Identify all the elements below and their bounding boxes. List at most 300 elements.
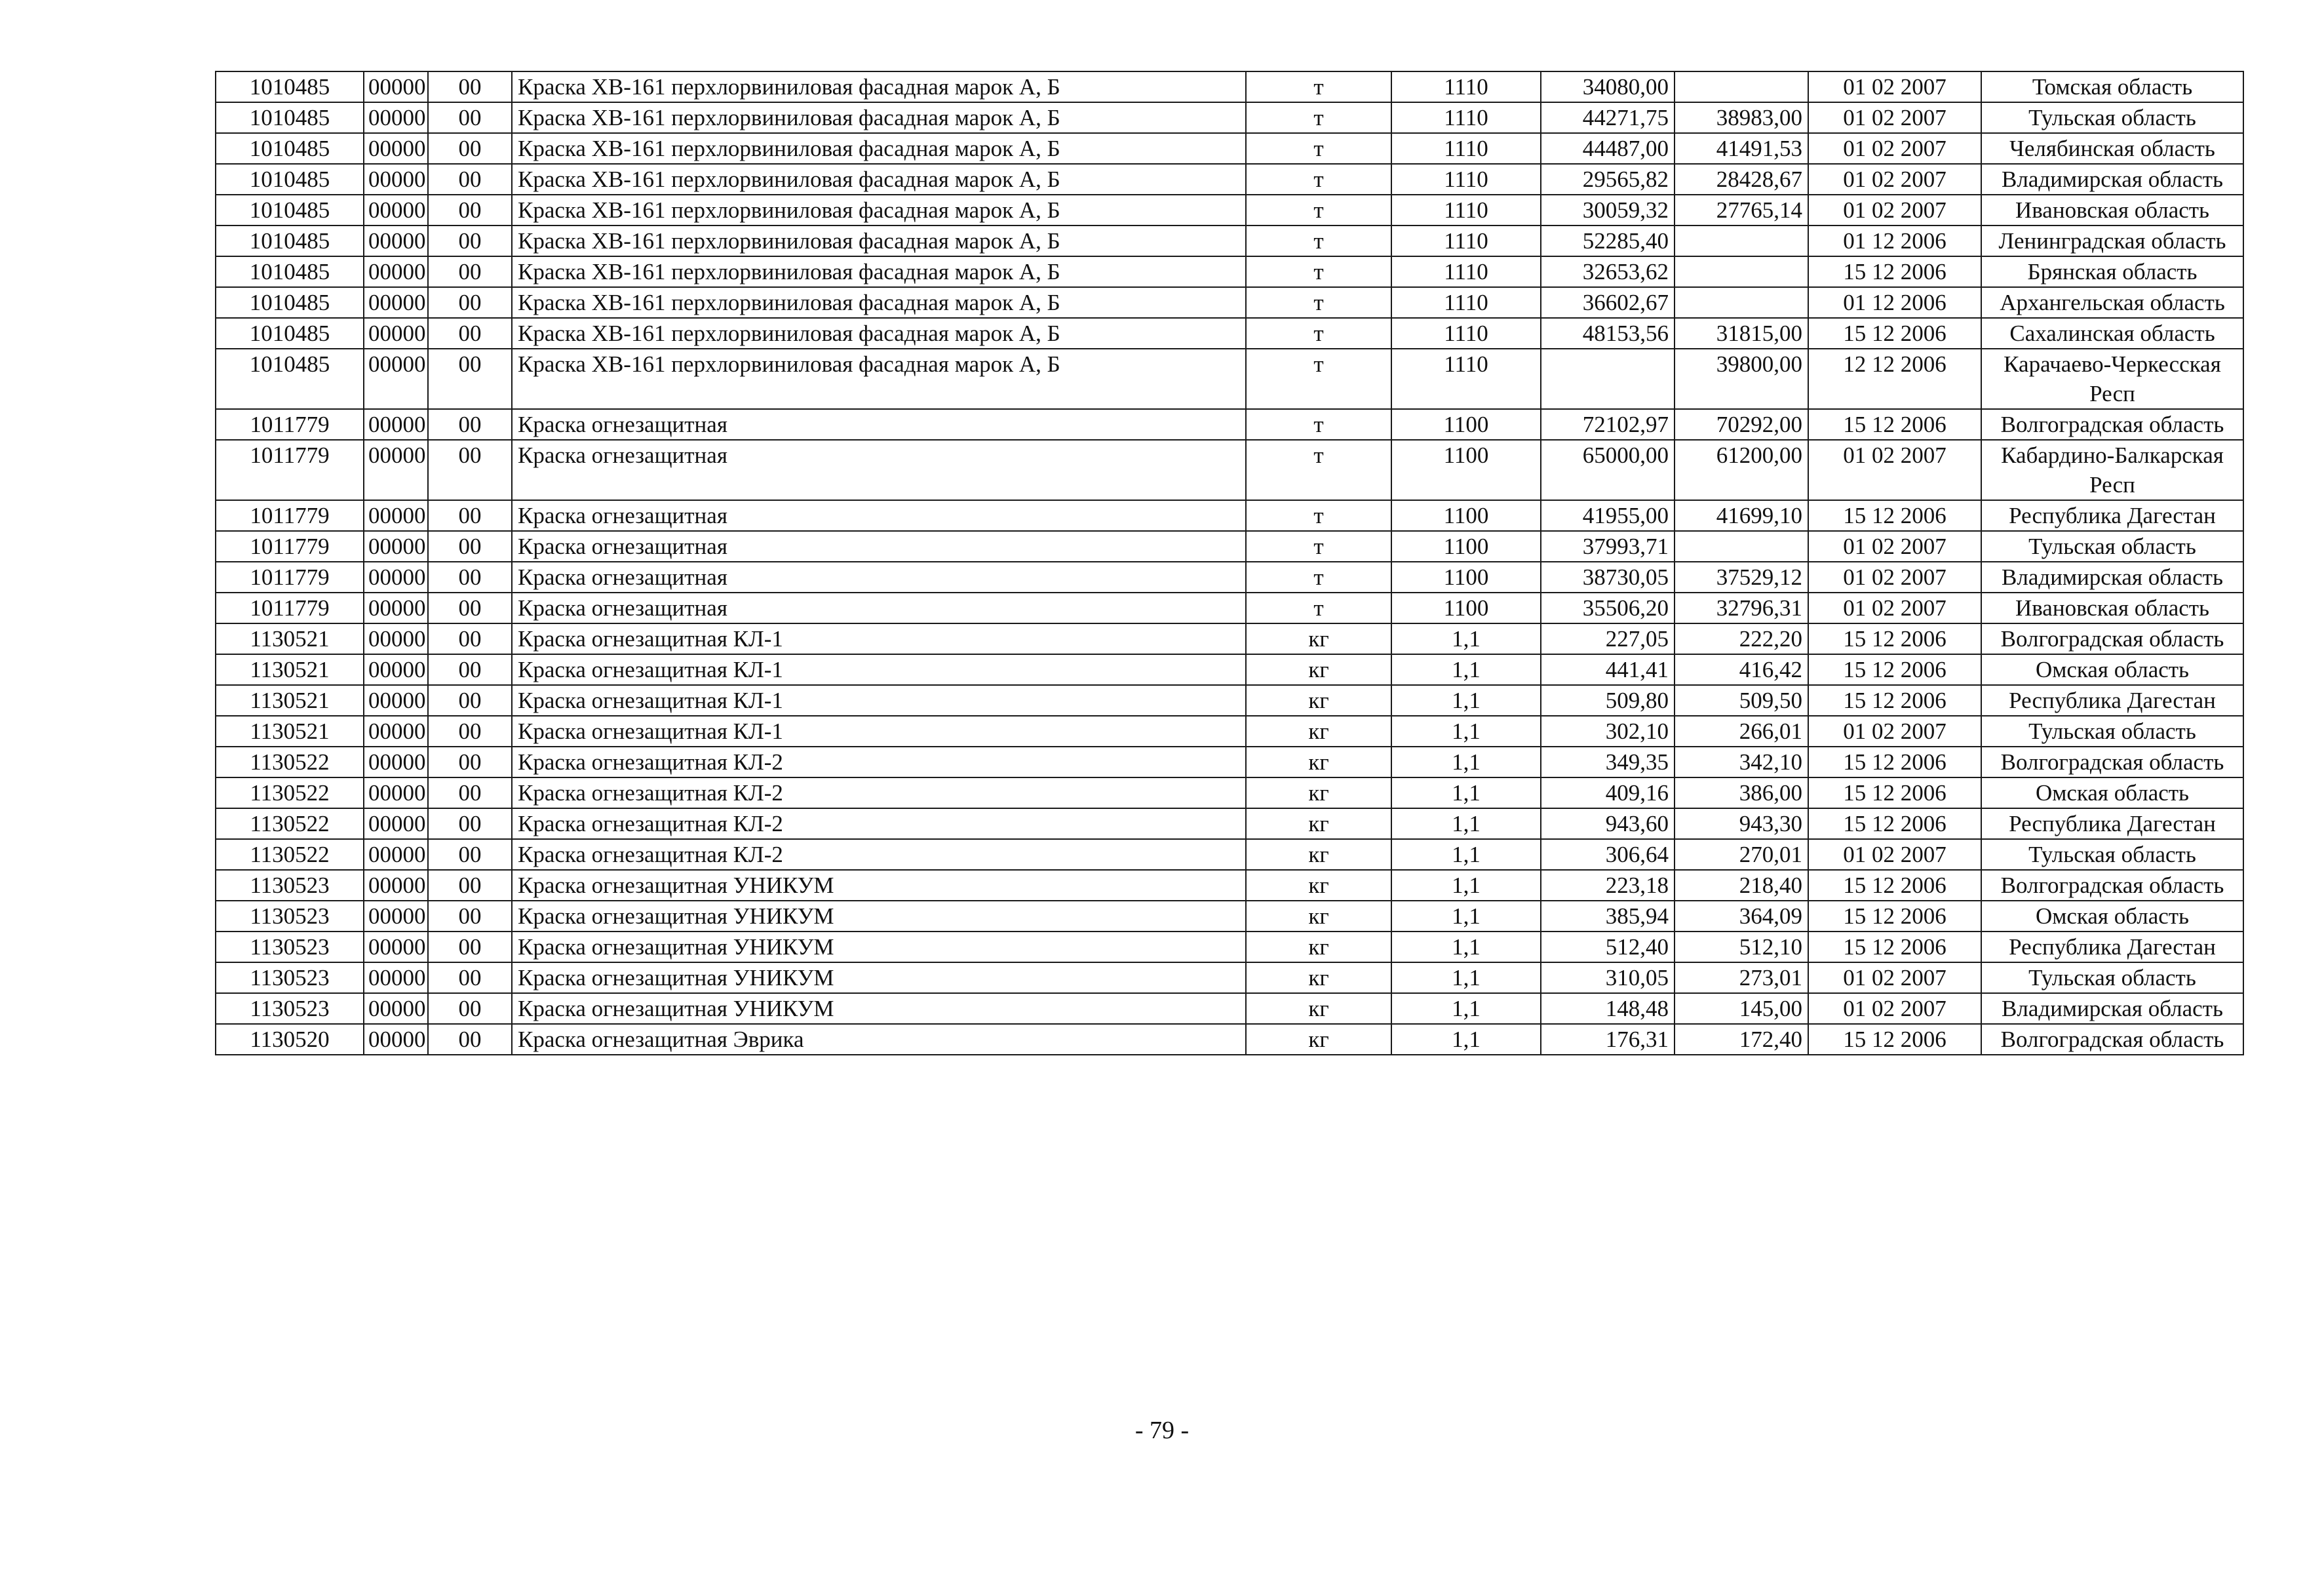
product-name-cell: Краска ХВ-161 перхлорвиниловая фасадная марок А, Б — [512, 102, 1246, 133]
variant-cell: 00 — [428, 500, 512, 531]
price-cell: 52285,40 — [1541, 226, 1675, 256]
product-code-cell: 1010485 — [216, 226, 364, 256]
date-cell: 01 02 2007 — [1808, 440, 1981, 500]
variant-cell: 00 — [428, 962, 512, 993]
unit-code-cell: 1,1 — [1391, 623, 1541, 654]
table-row — [216, 440, 2243, 500]
unit-code-cell: 1,1 — [1391, 777, 1541, 808]
product-name-cell: Краска огнезащитная КЛ-1 — [512, 716, 1246, 747]
product-name-cell: Краска огнезащитная КЛ-2 — [512, 747, 1246, 777]
region-cell: Брянская область — [1981, 256, 2243, 287]
product-code-cell: 1010485 — [216, 133, 364, 164]
unit-code-cell: 1,1 — [1391, 654, 1541, 685]
subcode-cell: 00000 — [364, 1024, 428, 1055]
unit-cell: кг — [1246, 932, 1391, 962]
product-code-cell: 1010485 — [216, 256, 364, 287]
table-row — [216, 623, 2243, 654]
price-cell: 441,41 — [1541, 654, 1675, 685]
date-cell: 12 12 2006 — [1808, 349, 1981, 409]
date-cell: 15 12 2006 — [1808, 654, 1981, 685]
product-name-cell: Краска огнезащитная КЛ-2 — [512, 839, 1246, 870]
unit-code-cell: 1110 — [1391, 349, 1541, 409]
unit-cell: т — [1246, 531, 1391, 562]
product-code-cell: 1130522 — [216, 839, 364, 870]
min-price-cell: 273,01 — [1675, 962, 1808, 993]
table-row — [216, 747, 2243, 777]
product-code-cell: 1011779 — [216, 440, 364, 500]
product-code-cell: 1130520 — [216, 1024, 364, 1055]
unit-cell: т — [1246, 500, 1391, 531]
region-cell: Владимирская область — [1981, 993, 2243, 1024]
min-price-cell — [1675, 287, 1808, 318]
unit-cell: т — [1246, 593, 1391, 623]
subcode-cell: 00000 — [364, 839, 428, 870]
price-cell: 36602,67 — [1541, 287, 1675, 318]
table-row — [216, 901, 2243, 932]
min-price-cell: 270,01 — [1675, 839, 1808, 870]
price-cell: 48153,56 — [1541, 318, 1675, 349]
product-code-cell: 1130523 — [216, 962, 364, 993]
price-cell: 41955,00 — [1541, 500, 1675, 531]
subcode-cell: 00000 — [364, 808, 428, 839]
product-code-cell: 1130521 — [216, 716, 364, 747]
region-cell: Омская область — [1981, 777, 2243, 808]
region-cell: Республика Дагестан — [1981, 685, 2243, 716]
min-price-cell — [1675, 531, 1808, 562]
table-row — [216, 531, 2243, 562]
date-cell: 15 12 2006 — [1808, 1024, 1981, 1055]
price-cell: 37993,71 — [1541, 531, 1675, 562]
region-cell: Карачаево-Черкесская Респ — [1981, 349, 2243, 409]
product-name-cell: Краска огнезащитная — [512, 531, 1246, 562]
date-cell: 15 12 2006 — [1808, 318, 1981, 349]
subcode-cell: 00000 — [364, 562, 428, 593]
variant-cell: 00 — [428, 226, 512, 256]
unit-cell: т — [1246, 349, 1391, 409]
subcode-cell: 00000 — [364, 102, 428, 133]
product-code-cell: 1010485 — [216, 102, 364, 133]
table-row — [216, 133, 2243, 164]
date-cell: 15 12 2006 — [1808, 808, 1981, 839]
variant-cell: 00 — [428, 593, 512, 623]
unit-cell: т — [1246, 133, 1391, 164]
price-cell: 29565,82 — [1541, 164, 1675, 195]
region-cell: Томская область — [1981, 71, 2243, 102]
table-row — [216, 500, 2243, 531]
product-code-cell: 1130523 — [216, 932, 364, 962]
date-cell: 15 12 2006 — [1808, 747, 1981, 777]
product-name-cell: Краска огнезащитная КЛ-1 — [512, 685, 1246, 716]
price-cell: 512,40 — [1541, 932, 1675, 962]
table-row — [216, 195, 2243, 226]
region-cell: Тульская область — [1981, 716, 2243, 747]
subcode-cell: 00000 — [364, 623, 428, 654]
unit-code-cell: 1100 — [1391, 440, 1541, 500]
unit-cell: кг — [1246, 901, 1391, 932]
min-price-cell: 61200,00 — [1675, 440, 1808, 500]
price-cell: 72102,97 — [1541, 409, 1675, 440]
region-cell: Челябинская область — [1981, 133, 2243, 164]
table-row — [216, 349, 2243, 409]
table-row — [216, 102, 2243, 133]
product-code-cell: 1011779 — [216, 500, 364, 531]
min-price-cell: 145,00 — [1675, 993, 1808, 1024]
price-cell: 310,05 — [1541, 962, 1675, 993]
variant-cell: 00 — [428, 195, 512, 226]
unit-code-cell: 1110 — [1391, 71, 1541, 102]
date-cell: 01 02 2007 — [1808, 562, 1981, 593]
variant-cell: 00 — [428, 993, 512, 1024]
min-price-cell: 28428,67 — [1675, 164, 1808, 195]
unit-cell: т — [1246, 226, 1391, 256]
region-cell: Тульская область — [1981, 102, 2243, 133]
min-price-cell: 364,09 — [1675, 901, 1808, 932]
unit-cell: т — [1246, 287, 1391, 318]
price-cell: 306,64 — [1541, 839, 1675, 870]
unit-code-cell: 1110 — [1391, 256, 1541, 287]
min-price-cell: 509,50 — [1675, 685, 1808, 716]
date-cell: 01 02 2007 — [1808, 531, 1981, 562]
region-cell: Архангельская область — [1981, 287, 2243, 318]
table-row — [216, 932, 2243, 962]
table-row — [216, 256, 2243, 287]
price-cell: 227,05 — [1541, 623, 1675, 654]
date-cell: 01 02 2007 — [1808, 195, 1981, 226]
subcode-cell: 00000 — [364, 133, 428, 164]
product-code-cell: 1010485 — [216, 287, 364, 318]
region-cell: Омская область — [1981, 901, 2243, 932]
unit-code-cell: 1100 — [1391, 531, 1541, 562]
unit-cell: кг — [1246, 654, 1391, 685]
min-price-cell — [1675, 256, 1808, 287]
variant-cell: 00 — [428, 932, 512, 962]
subcode-cell: 00000 — [364, 654, 428, 685]
subcode-cell: 00000 — [364, 164, 428, 195]
product-code-cell: 1010485 — [216, 71, 364, 102]
region-cell: Ивановская область — [1981, 593, 2243, 623]
variant-cell: 00 — [428, 164, 512, 195]
product-code-cell: 1010485 — [216, 318, 364, 349]
date-cell: 15 12 2006 — [1808, 901, 1981, 932]
date-cell: 01 02 2007 — [1808, 993, 1981, 1024]
table-row — [216, 226, 2243, 256]
variant-cell: 00 — [428, 685, 512, 716]
price-cell: 38730,05 — [1541, 562, 1675, 593]
subcode-cell: 00000 — [364, 409, 428, 440]
unit-code-cell: 1,1 — [1391, 932, 1541, 962]
min-price-cell: 27765,14 — [1675, 195, 1808, 226]
unit-code-cell: 1,1 — [1391, 870, 1541, 901]
unit-cell: т — [1246, 256, 1391, 287]
unit-cell: т — [1246, 562, 1391, 593]
date-cell: 01 02 2007 — [1808, 716, 1981, 747]
price-cell: 409,16 — [1541, 777, 1675, 808]
date-cell: 15 12 2006 — [1808, 685, 1981, 716]
unit-cell: т — [1246, 195, 1391, 226]
unit-cell: кг — [1246, 808, 1391, 839]
subcode-cell: 00000 — [364, 440, 428, 500]
min-price-cell: 38983,00 — [1675, 102, 1808, 133]
table-row — [216, 962, 2243, 993]
unit-cell: кг — [1246, 623, 1391, 654]
subcode-cell: 00000 — [364, 287, 428, 318]
date-cell: 01 02 2007 — [1808, 102, 1981, 133]
variant-cell: 00 — [428, 562, 512, 593]
date-cell: 15 12 2006 — [1808, 256, 1981, 287]
unit-code-cell: 1110 — [1391, 226, 1541, 256]
unit-code-cell: 1100 — [1391, 500, 1541, 531]
unit-code-cell: 1,1 — [1391, 808, 1541, 839]
subcode-cell: 00000 — [364, 685, 428, 716]
min-price-cell: 218,40 — [1675, 870, 1808, 901]
unit-code-cell: 1,1 — [1391, 901, 1541, 932]
min-price-cell: 37529,12 — [1675, 562, 1808, 593]
product-code-cell: 1130521 — [216, 654, 364, 685]
price-cell: 349,35 — [1541, 747, 1675, 777]
subcode-cell: 00000 — [364, 932, 428, 962]
unit-cell: кг — [1246, 777, 1391, 808]
price-table — [215, 71, 2244, 1055]
table-row — [216, 839, 2243, 870]
variant-cell: 00 — [428, 747, 512, 777]
product-code-cell: 1010485 — [216, 349, 364, 409]
page-number: - 79 - — [1134, 1417, 1190, 1444]
region-cell: Тульская область — [1981, 962, 2243, 993]
product-code-cell: 1011779 — [216, 562, 364, 593]
variant-cell: 00 — [428, 901, 512, 932]
product-code-cell: 1130523 — [216, 993, 364, 1024]
product-name-cell: Краска огнезащитная УНИКУМ — [512, 993, 1246, 1024]
date-cell: 15 12 2006 — [1808, 870, 1981, 901]
region-cell: Волгоградская область — [1981, 623, 2243, 654]
subcode-cell: 00000 — [364, 870, 428, 901]
unit-code-cell: 1,1 — [1391, 1024, 1541, 1055]
variant-cell: 00 — [428, 531, 512, 562]
unit-code-cell: 1110 — [1391, 195, 1541, 226]
table-row — [216, 808, 2243, 839]
date-cell: 15 12 2006 — [1808, 932, 1981, 962]
variant-cell: 00 — [428, 870, 512, 901]
variant-cell: 00 — [428, 777, 512, 808]
variant-cell: 00 — [428, 440, 512, 500]
variant-cell: 00 — [428, 287, 512, 318]
variant-cell: 00 — [428, 71, 512, 102]
product-name-cell: Краска ХВ-161 перхлорвиниловая фасадная марок А, Б — [512, 133, 1246, 164]
min-price-cell: 386,00 — [1675, 777, 1808, 808]
region-cell: Кабардино-Балкарская Респ — [1981, 440, 2243, 500]
subcode-cell: 00000 — [364, 256, 428, 287]
product-code-cell: 1011779 — [216, 531, 364, 562]
product-name-cell: Краска огнезащитная УНИКУМ — [512, 901, 1246, 932]
product-name-cell: Краска ХВ-161 перхлорвиниловая фасадная марок А, Б — [512, 195, 1246, 226]
product-name-cell: Краска огнезащитная — [512, 593, 1246, 623]
table-row — [216, 777, 2243, 808]
table-row — [216, 593, 2243, 623]
date-cell: 01 02 2007 — [1808, 71, 1981, 102]
min-price-cell: 31815,00 — [1675, 318, 1808, 349]
unit-cell: кг — [1246, 962, 1391, 993]
product-name-cell: Краска ХВ-161 перхлорвиниловая фасадная марок А, Б — [512, 287, 1246, 318]
product-code-cell: 1130522 — [216, 808, 364, 839]
unit-cell: т — [1246, 71, 1391, 102]
product-name-cell: Краска огнезащитная КЛ-2 — [512, 777, 1246, 808]
subcode-cell: 00000 — [364, 747, 428, 777]
table-row — [216, 71, 2243, 102]
unit-code-cell: 1100 — [1391, 409, 1541, 440]
price-cell: 35506,20 — [1541, 593, 1675, 623]
subcode-cell: 00000 — [364, 777, 428, 808]
unit-code-cell: 1110 — [1391, 318, 1541, 349]
product-name-cell: Краска ХВ-161 перхлорвиниловая фасадная марок А, Б — [512, 226, 1246, 256]
min-price-cell: 266,01 — [1675, 716, 1808, 747]
date-cell: 01 02 2007 — [1808, 133, 1981, 164]
unit-cell: т — [1246, 102, 1391, 133]
region-cell: Волгоградская область — [1981, 409, 2243, 440]
product-code-cell: 1130521 — [216, 623, 364, 654]
subcode-cell: 00000 — [364, 349, 428, 409]
min-price-cell — [1675, 226, 1808, 256]
unit-cell: кг — [1246, 716, 1391, 747]
table-row — [216, 870, 2243, 901]
variant-cell: 00 — [428, 623, 512, 654]
variant-cell: 00 — [428, 133, 512, 164]
unit-code-cell: 1110 — [1391, 287, 1541, 318]
unit-cell: кг — [1246, 839, 1391, 870]
product-code-cell: 1011779 — [216, 593, 364, 623]
date-cell: 15 12 2006 — [1808, 409, 1981, 440]
variant-cell: 00 — [428, 808, 512, 839]
unit-cell: т — [1246, 318, 1391, 349]
region-cell: Республика Дагестан — [1981, 808, 2243, 839]
product-name-cell: Краска огнезащитная — [512, 409, 1246, 440]
table-row — [216, 562, 2243, 593]
min-price-cell — [1675, 71, 1808, 102]
min-price-cell: 416,42 — [1675, 654, 1808, 685]
product-name-cell: Краска огнезащитная КЛ-2 — [512, 808, 1246, 839]
region-cell: Волгоградская область — [1981, 870, 2243, 901]
unit-code-cell: 1,1 — [1391, 839, 1541, 870]
product-name-cell: Краска огнезащитная — [512, 440, 1246, 500]
product-name-cell: Краска огнезащитная КЛ-1 — [512, 623, 1246, 654]
region-cell: Тульская область — [1981, 839, 2243, 870]
product-name-cell: Краска ХВ-161 перхлорвиниловая фасадная марок А, Б — [512, 349, 1246, 409]
price-cell: 44487,00 — [1541, 133, 1675, 164]
product-name-cell: Краска ХВ-161 перхлорвиниловая фасадная марок А, Б — [512, 318, 1246, 349]
table-row — [216, 409, 2243, 440]
price-cell: 223,18 — [1541, 870, 1675, 901]
region-cell: Омская область — [1981, 654, 2243, 685]
variant-cell: 00 — [428, 102, 512, 133]
variant-cell: 00 — [428, 318, 512, 349]
table-row — [216, 164, 2243, 195]
min-price-cell: 172,40 — [1675, 1024, 1808, 1055]
date-cell: 01 02 2007 — [1808, 962, 1981, 993]
price-cell: 44271,75 — [1541, 102, 1675, 133]
date-cell: 15 12 2006 — [1808, 500, 1981, 531]
subcode-cell: 00000 — [364, 500, 428, 531]
product-name-cell: Краска огнезащитная — [512, 562, 1246, 593]
price-cell: 32653,62 — [1541, 256, 1675, 287]
region-cell: Ивановская область — [1981, 195, 2243, 226]
unit-cell: кг — [1246, 870, 1391, 901]
product-code-cell: 1130523 — [216, 870, 364, 901]
unit-code-cell: 1110 — [1391, 102, 1541, 133]
subcode-cell: 00000 — [364, 716, 428, 747]
unit-code-cell: 1,1 — [1391, 962, 1541, 993]
min-price-cell: 222,20 — [1675, 623, 1808, 654]
date-cell: 01 12 2006 — [1808, 226, 1981, 256]
table-row — [216, 716, 2243, 747]
min-price-cell: 41699,10 — [1675, 500, 1808, 531]
table-row — [216, 654, 2243, 685]
product-name-cell: Краска огнезащитная УНИКУМ — [512, 962, 1246, 993]
min-price-cell: 39800,00 — [1675, 349, 1808, 409]
product-name-cell: Краска огнезащитная — [512, 500, 1246, 531]
product-name-cell: Краска огнезащитная Эврика — [512, 1024, 1246, 1055]
table-body — [216, 71, 2243, 1055]
price-cell: 302,10 — [1541, 716, 1675, 747]
product-code-cell: 1011779 — [216, 409, 364, 440]
subcode-cell: 00000 — [364, 593, 428, 623]
date-cell: 15 12 2006 — [1808, 777, 1981, 808]
variant-cell: 00 — [428, 409, 512, 440]
variant-cell: 00 — [428, 349, 512, 409]
subcode-cell: 00000 — [364, 531, 428, 562]
unit-code-cell: 1,1 — [1391, 993, 1541, 1024]
region-cell: Волгоградская область — [1981, 747, 2243, 777]
product-code-cell: 1130522 — [216, 747, 364, 777]
unit-cell: кг — [1246, 993, 1391, 1024]
min-price-cell: 70292,00 — [1675, 409, 1808, 440]
unit-cell: кг — [1246, 747, 1391, 777]
variant-cell: 00 — [428, 716, 512, 747]
table-row — [216, 685, 2243, 716]
subcode-cell: 00000 — [364, 71, 428, 102]
region-cell: Республика Дагестан — [1981, 500, 2243, 531]
price-cell: 943,60 — [1541, 808, 1675, 839]
table-row — [216, 287, 2243, 318]
unit-code-cell: 1,1 — [1391, 716, 1541, 747]
product-name-cell: Краска ХВ-161 перхлорвиниловая фасадная марок А, Б — [512, 164, 1246, 195]
product-code-cell: 1130523 — [216, 901, 364, 932]
region-cell: Волгоградская область — [1981, 1024, 2243, 1055]
price-cell: 65000,00 — [1541, 440, 1675, 500]
region-cell: Сахалинская область — [1981, 318, 2243, 349]
variant-cell: 00 — [428, 256, 512, 287]
unit-cell: т — [1246, 440, 1391, 500]
unit-code-cell: 1110 — [1391, 164, 1541, 195]
region-cell: Владимирская область — [1981, 562, 2243, 593]
product-name-cell: Краска ХВ-161 перхлорвиниловая фасадная марок А, Б — [512, 71, 1246, 102]
price-cell: 509,80 — [1541, 685, 1675, 716]
subcode-cell: 00000 — [364, 901, 428, 932]
unit-cell: кг — [1246, 685, 1391, 716]
date-cell: 01 02 2007 — [1808, 164, 1981, 195]
variant-cell: 00 — [428, 654, 512, 685]
min-price-cell: 342,10 — [1675, 747, 1808, 777]
region-cell: Ленинградская область — [1981, 226, 2243, 256]
price-cell — [1541, 349, 1675, 409]
price-cell: 30059,32 — [1541, 195, 1675, 226]
subcode-cell: 00000 — [364, 195, 428, 226]
date-cell: 15 12 2006 — [1808, 623, 1981, 654]
subcode-cell: 00000 — [364, 318, 428, 349]
region-cell: Владимирская область — [1981, 164, 2243, 195]
region-cell: Республика Дагестан — [1981, 932, 2243, 962]
product-code-cell: 1130521 — [216, 685, 364, 716]
price-cell: 176,31 — [1541, 1024, 1675, 1055]
min-price-cell: 41491,53 — [1675, 133, 1808, 164]
